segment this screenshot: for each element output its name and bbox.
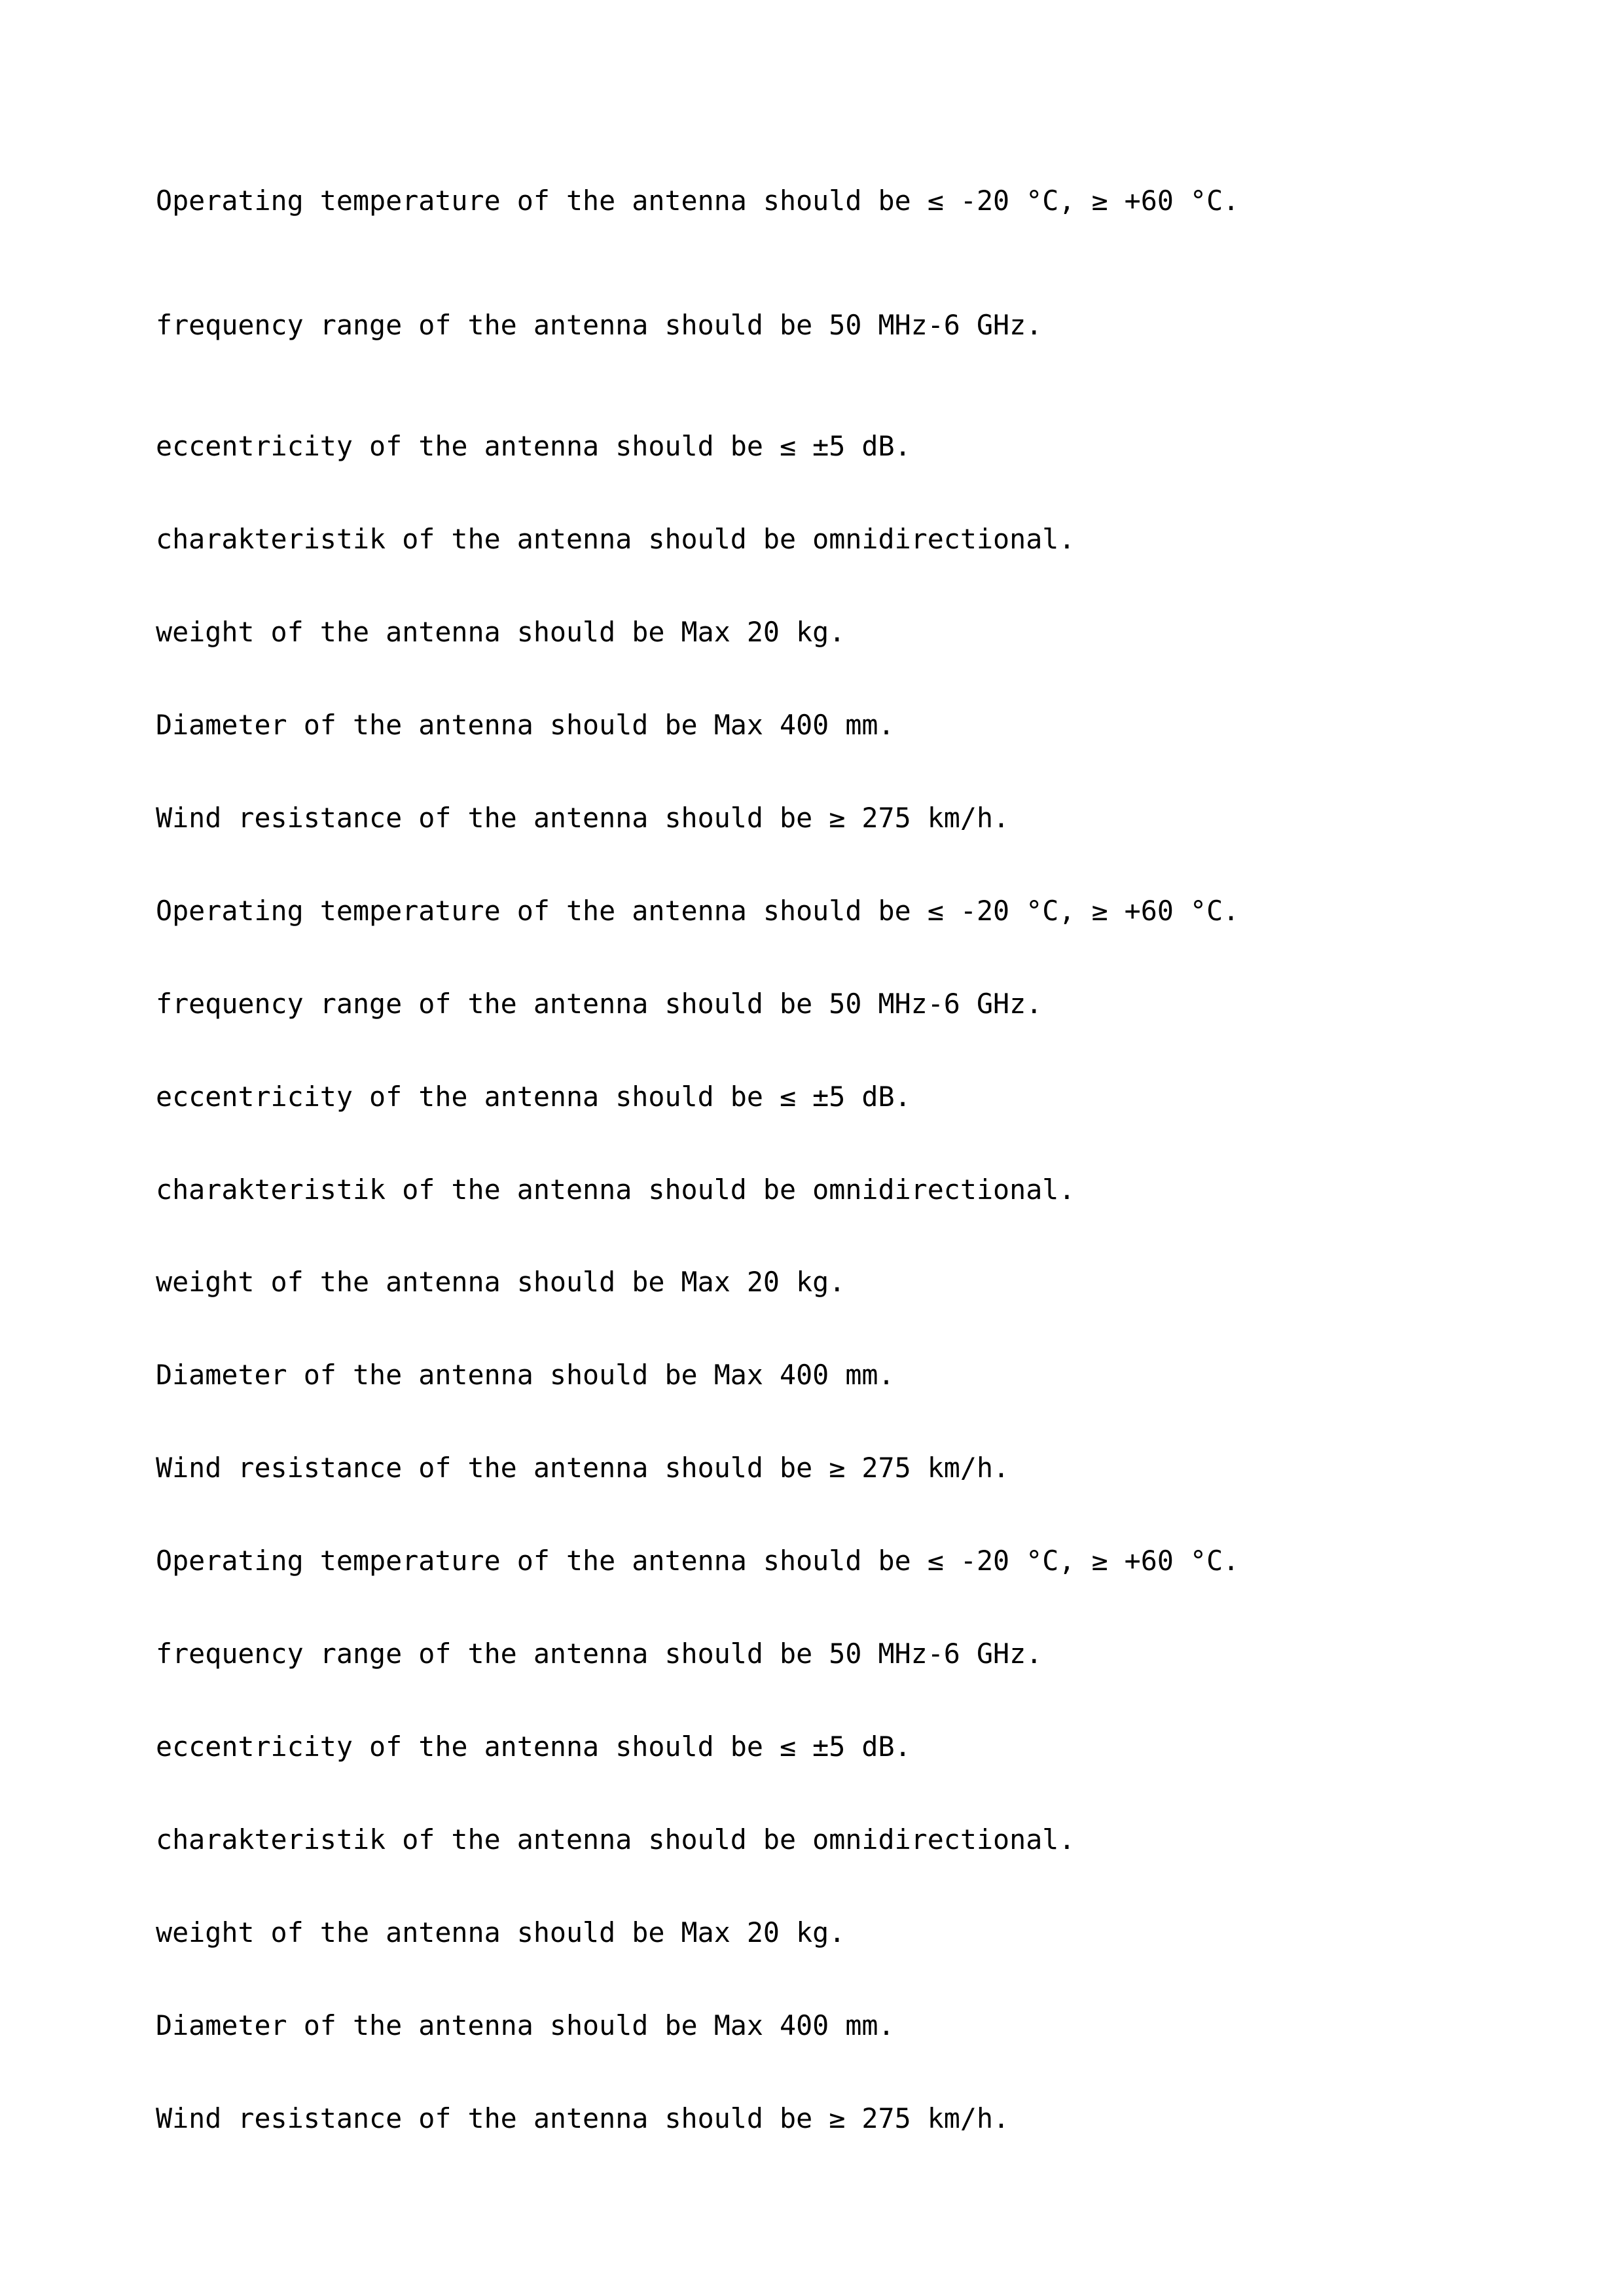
text-line-6: Diameter of the antenna should be Max 400 mm. xyxy=(156,709,895,741)
text-line-19: weight of the antenna should be Max 20 kg. xyxy=(156,1916,846,1948)
text-line-2: frequency range of the antenna should be 50 MHz-6 GHz. xyxy=(156,309,1043,342)
text-line-20: Diameter of the antenna should be Max 400 mm. xyxy=(156,2009,895,2041)
text-line-1: Operating temperature of the antenna should be ≤ -20 °C, ≥ +60 °C. xyxy=(156,185,1240,217)
text-line-13: Diameter of the antenna should be Max 400 mm. xyxy=(156,1359,895,1391)
text-line-10: eccentricity of the antenna should be ≤ ±5 dB. xyxy=(156,1080,911,1113)
text-line-4: charakteristik of the antenna should be omnidirectional. xyxy=(156,523,1075,556)
text-line-5: weight of the antenna should be Max 20 kg. xyxy=(156,616,846,649)
text-line-15: Operating temperature of the antenna should be ≤ -20 °C, ≥ +60 °C. xyxy=(156,1545,1240,1577)
text-line-8: Operating temperature of the antenna should be ≤ -20 °C, ≥ +60 °C. xyxy=(156,894,1240,927)
text-line-21: Wind resistance of the antenna should be ≥ 275 km/h. xyxy=(156,2102,1010,2134)
text-line-18: charakteristik of the antenna should be omnidirectional. xyxy=(156,1823,1075,1856)
text-line-17: eccentricity of the antenna should be ≤ ±5 dB. xyxy=(156,1730,911,1763)
text-line-3: eccentricity of the antenna should be ≤ ±5 dB. xyxy=(156,430,911,463)
text-line-16: frequency range of the antenna should be 50 MHz-6 GHz. xyxy=(156,1638,1043,1670)
text-line-9: frequency range of the antenna should be 50 MHz-6 GHz. xyxy=(156,987,1043,1020)
text-line-12: weight of the antenna should be Max 20 kg. xyxy=(156,1266,846,1299)
text-line-11: charakteristik of the antenna should be omnidirectional. xyxy=(156,1173,1075,1206)
text-line-14: Wind resistance of the antenna should be ≥ 275 km/h. xyxy=(156,1452,1010,1484)
text-line-7: Wind resistance of the antenna should be ≥ 275 km/h. xyxy=(156,801,1010,834)
